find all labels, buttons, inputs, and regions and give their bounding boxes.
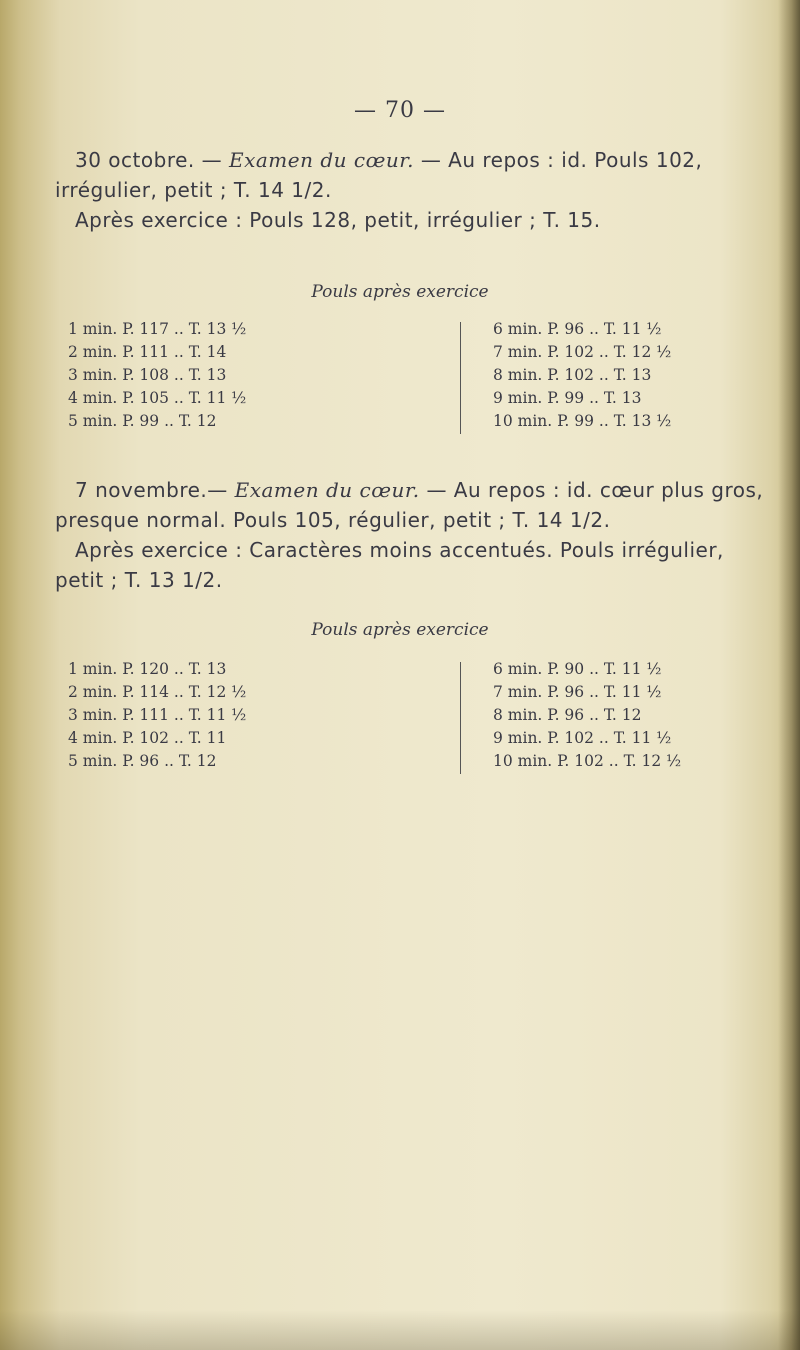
table-row: 8 min. P. 102 .. T. 13 (493, 366, 652, 384)
table-row: 10 min. P. 102 .. T. 12 ½ (493, 752, 682, 770)
table-heading: Pouls après exercice (311, 620, 489, 640)
table-row: 7 min. P. 96 .. T. 11 ½ (493, 683, 662, 701)
entry-rest-text: — Au repos : id. Pouls 102, irrégulier, petit ; T. 14 1/2. (55, 148, 703, 202)
entry-exam-title: Examen du cœur. (228, 148, 414, 172)
table-row: 2 min. P. 111 .. T. 14 (68, 343, 227, 361)
pulse-table-left-column (68, 658, 458, 773)
entry-after-exercise: Après exercice : Caractères moins accentués. Pouls irrégulier, petit ; T. 13 1/2. (55, 538, 724, 592)
column-divider (460, 662, 461, 774)
entry-rest-paragraph (55, 475, 765, 535)
table-row: 10 min. P. 99 .. T. 13 ½ (493, 412, 672, 430)
entry-date: 7 novembre.— (75, 478, 228, 502)
table-heading: Pouls après exercice (311, 282, 489, 302)
entry-rest-text: — Au repos : id. cœur plus gros, presque normal. Pouls 105, régulier, petit ; T. 14 1/2. (55, 478, 764, 532)
entry-30-octobre (55, 145, 765, 235)
table-row: 2 min. P. 114 .. T. 12 ½ (68, 683, 247, 701)
table-row: 6 min. P. 96 .. T. 11 ½ (493, 320, 662, 338)
entry-rest-paragraph (55, 145, 765, 205)
table-row: 4 min. P. 102 .. T. 11 (68, 729, 227, 747)
entry-after-exercise: Après exercice : Pouls 128, petit, irrégulier ; T. 15. (75, 208, 601, 232)
table-row: 5 min. P. 99 .. T. 12 (68, 412, 217, 430)
table-row: 3 min. P. 111 .. T. 11 ½ (68, 706, 247, 724)
table-row: 6 min. P. 90 .. T. 11 ½ (493, 660, 662, 678)
table-row: 1 min. P. 120 .. T. 13 (68, 660, 227, 678)
table-row: 5 min. P. 96 .. T. 12 (68, 752, 217, 770)
page-bottom-shadow (0, 1310, 800, 1350)
pulse-table-right-column (493, 658, 793, 773)
table-row: 9 min. P. 99 .. T. 13 (493, 389, 642, 407)
table-row: 1 min. P. 117 .. T. 13 ½ (68, 320, 247, 338)
entry-7-novembre (55, 475, 765, 595)
entry-exam-title: Examen du cœur. (234, 478, 420, 502)
page-number: — 70 — (354, 98, 446, 123)
table-row: 3 min. P. 108 .. T. 13 (68, 366, 227, 384)
pulse-table-left-column (68, 318, 458, 433)
table-row: 4 min. P. 105 .. T. 11 ½ (68, 389, 247, 407)
entry-date: 30 octobre. — (75, 148, 223, 172)
column-divider (460, 322, 461, 434)
table-row: 7 min. P. 102 .. T. 12 ½ (493, 343, 672, 361)
table-row: 8 min. P. 96 .. T. 12 (493, 706, 642, 724)
pulse-table-right-column (493, 318, 793, 433)
table-row: 9 min. P. 102 .. T. 11 ½ (493, 729, 672, 747)
